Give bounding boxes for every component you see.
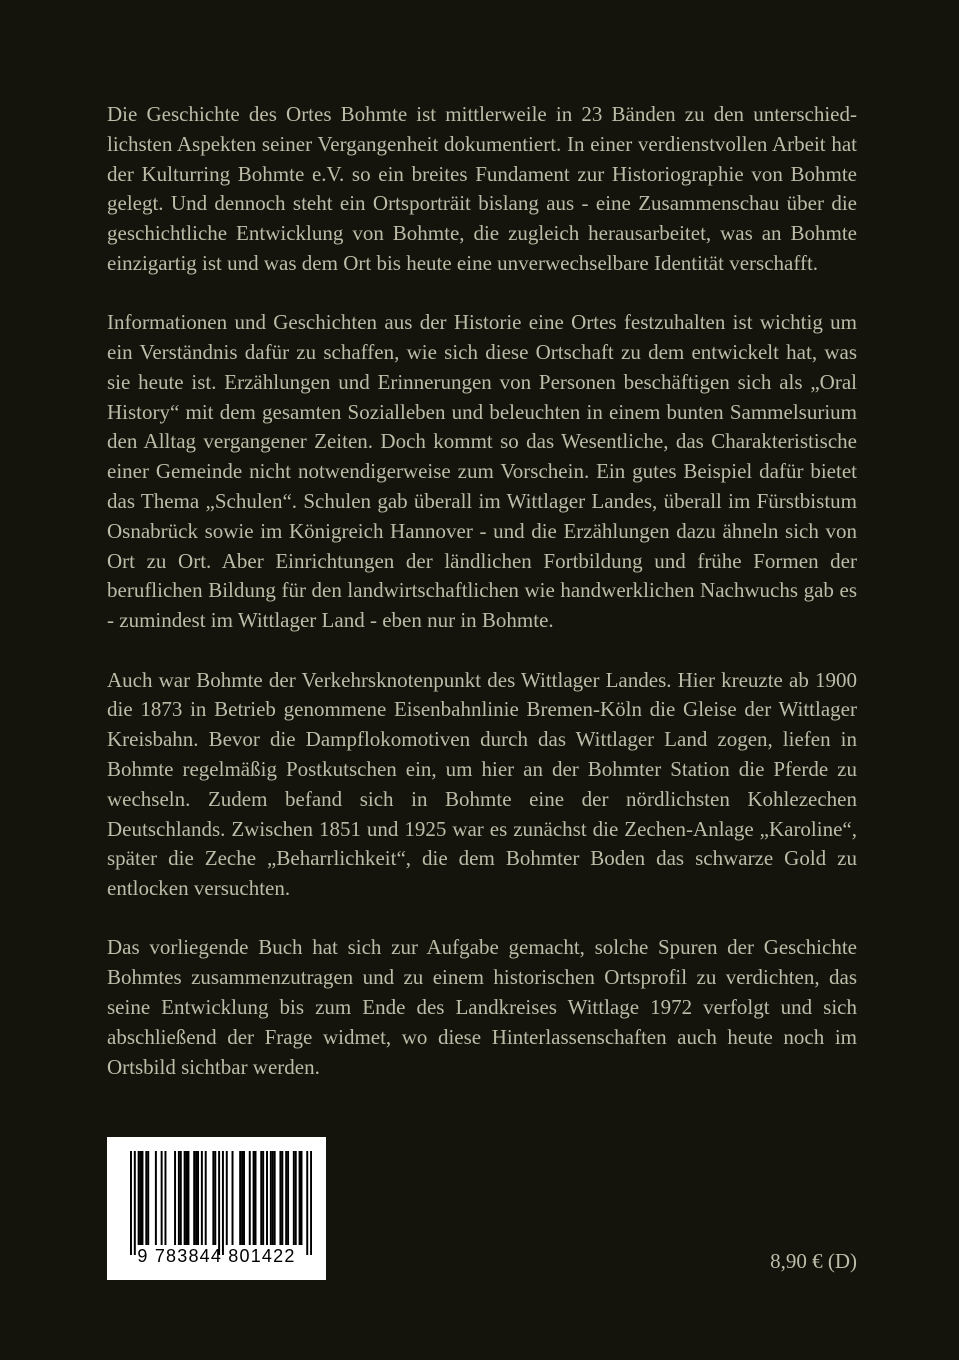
price-label: 8,90 € (D) <box>770 1249 857 1273</box>
barcode-bar <box>141 1151 143 1245</box>
blurb-paragraph-1: Die Geschichte des Ortes Bohmte ist mittlerweile in 23 Bänden zu den unterschiedlichsten Aspekten seiner Vergangenheit dokumentiert. In einer verdienstvollen Arbeit hat der Kulturring Bohmte e.V. so ein breites Fundament zur Historiographie von Bohmte gelegt. Und dennoch steht ein Ortsporträit bislang aus - eine Zusammenschau über die geschichtliche Entwicklung von Bohmte, die zugleich herausarbeitet, was an Bohmte einzigartig ist und was dem Ort bis heute eine unverwechselbare Identität verschafft. <box>107 102 857 275</box>
blurb-paragraph-3: Auch war Bohmte der Verkehrsknotenpunkt des Wittlager Landes. Hier kreuzte ab 1900 die 1873 in Betrieb genommene Eisenbahnlinie Bremen-Köln die Gleise der Wittlager Kreisbahn. Bevor die Dampflokomotiven durch das Wittlager Land zogen, liefen in Bohmte regelmäßig Postkutschen ein, um hier an der Bohmter Station die Pferde zu wechseln. Zudem befand sich in Bohmte eine der nördlichsten Kohlezechen Deutschlands. Zwischen 1851 und 1925 war es zunächst die Zechen-Anlage „Karoline“, später die Zeche „Beharrlichkeit“, die dem Bohmter Boden das schwarze Gold zu entlocken versuchten. <box>107 667 857 901</box>
barcode-bar <box>226 1151 228 1245</box>
barcode-bar <box>197 1151 199 1245</box>
barcode-bar <box>287 1151 289 1245</box>
barcode-bar <box>138 1151 140 1245</box>
barcode-bars <box>130 1151 312 1261</box>
barcode-bar <box>178 1151 180 1245</box>
barcode-bar <box>174 1151 176 1245</box>
barcode-bar <box>205 1151 207 1245</box>
barcode-bar <box>214 1151 216 1245</box>
barcode-bar <box>134 1151 136 1255</box>
barcode-bar <box>130 1151 132 1255</box>
barcode-bar <box>260 1151 262 1245</box>
barcode-bar <box>272 1151 274 1245</box>
barcode-bar <box>147 1151 149 1245</box>
barcode-bar <box>186 1151 188 1245</box>
barcode-bar <box>195 1151 197 1245</box>
barcode-bar <box>262 1151 264 1245</box>
barcode-bar <box>232 1151 234 1245</box>
barcode-bar <box>140 1151 142 1245</box>
barcode-bar <box>164 1151 166 1245</box>
barcode-bar <box>285 1151 287 1245</box>
barcode-bar <box>241 1151 243 1245</box>
barcode-bar <box>239 1151 241 1245</box>
barcode-bar <box>201 1151 203 1245</box>
barcode-bar <box>274 1151 276 1245</box>
barcode-bar <box>255 1151 257 1245</box>
barcode-bar <box>299 1151 301 1245</box>
blurb-paragraph-4: Das vorliegende Buch hat sich zur Aufgabe gemacht, solche Spuren der Geschichte Bohmtes zusammenzutragen und zu einem historischen Ortsprofil zu verdichten, das seine Entwicklung bis zum Ende des Landkreises Wittlage 1972 verfolgt und sich abschließend der Frage widmet, wo diese Hinterlassenschaften auch heute noch im Ortsbild sichtbar werden. <box>107 935 857 1079</box>
barcode-bar <box>249 1151 251 1245</box>
barcode-bar <box>281 1151 283 1245</box>
barcode-bar <box>184 1151 186 1245</box>
barcode-bar <box>270 1151 272 1245</box>
isbn-number: 9 783844 801422 <box>137 1246 296 1266</box>
blurb-text <box>107 100 857 1082</box>
blurb-paragraph-2: Informationen und Geschichten aus der Historie eine Ortes festzuhalten ist wichtig um ein Verständnis dafür zu schaffen, wie sich diese Ortschaft zu dem entwickelt hat, was sie heute ist. Erzählungen und Erinnerungen von Personen beschäftigen sich als „Oral History“ mit dem gesamten Sozialleben und beleuchten in einem bunten Sammelsurium den Alltag vergangener Zeiten. Doch kommt so das Wesentliche, das Charakteristische einer Gemeinde nicht notwendigerweise zum Vorschein. Ein gutes Beispiel dafür bietet das Thema „Schulen“. Schulen gab überall im Wittlager Landes, überall im Fürstbistum Osnabrück sowie im Königreich Hannover - und die Erzählungen dazu ähneln sich von Ort zu Ort. Aber Einrichtungen der ländlichen Fortbildung und frühe Formen der beruflichen Bildung für den landwirtschaftlichen wie handwerklichen Nachwuchs gab es - zumindest im Wittlager Land - eben nur in Bohmte. <box>107 310 857 633</box>
barcode-bar <box>306 1151 308 1255</box>
barcode-bar <box>222 1151 224 1255</box>
barcode-bar <box>295 1151 297 1245</box>
barcode-bar <box>212 1151 214 1245</box>
barcode-bar <box>293 1151 295 1245</box>
barcode-bar <box>279 1151 281 1245</box>
barcode-bar <box>145 1151 147 1245</box>
barcode-bar <box>193 1151 195 1245</box>
isbn-barcode <box>107 1137 326 1280</box>
barcode-bar <box>266 1151 268 1245</box>
barcode-bar <box>310 1151 312 1255</box>
barcode-bar <box>161 1151 163 1245</box>
barcode-bar <box>253 1151 255 1245</box>
barcode-bar <box>243 1151 245 1245</box>
barcode-bar <box>218 1151 220 1255</box>
barcode-bar <box>180 1151 182 1245</box>
barcode-bar <box>187 1151 189 1245</box>
barcode-bar <box>301 1151 303 1245</box>
barcode-bar <box>155 1151 157 1245</box>
